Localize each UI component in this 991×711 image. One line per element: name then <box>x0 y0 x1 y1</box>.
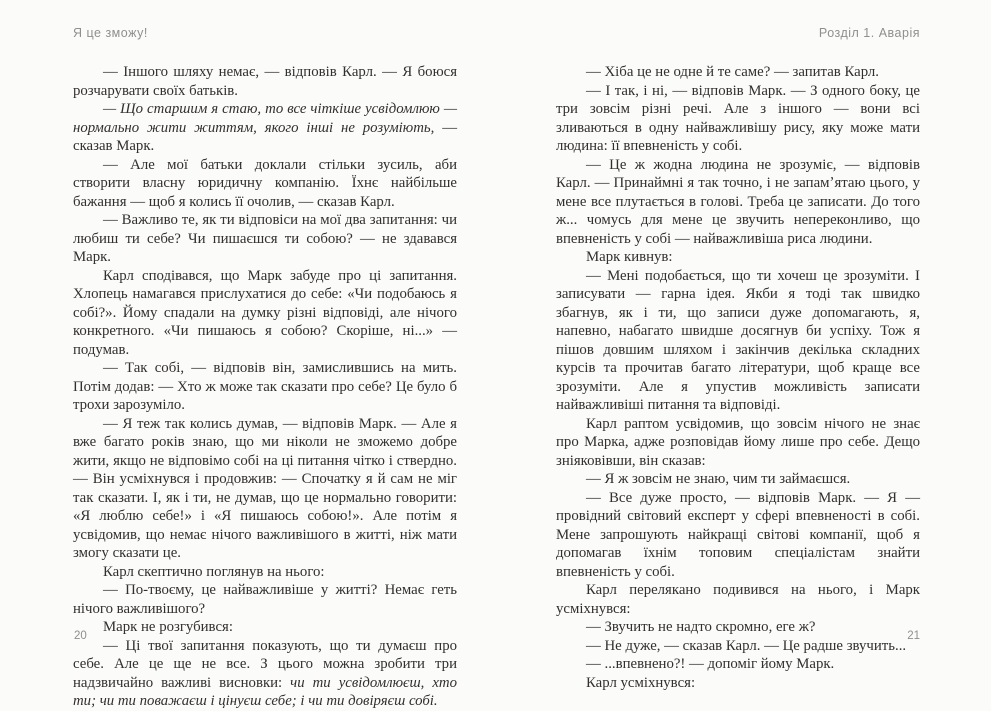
text-run: — По-твоєму, це найважливіше у житті? Немає геть нічого важливішого? <box>73 582 457 617</box>
paragraph <box>73 581 457 618</box>
text-run: — Я теж так колись думав, — відповів Марк. — Але я вже багато років знаю, що ми ніколи не зможемо добре жити, якщо не відповімо собі на ці питання чітко і ствердно. — Він усміхнувся і продовжив: — Спочатку я й сам не міг так сказати. І, як і ти, не думав, що це нормально говорити: «Я люблю себе!» і «Я пишаюсь собою!». Але потім я усвідомив, що немає нічого важливішого в житті, ніж мати змогу сказати це. <box>73 415 457 561</box>
paragraph <box>556 415 920 471</box>
page-number-left: 20 <box>74 630 87 642</box>
text-run: — Не дуже, — сказав Карл. — Це радше звучить... <box>586 637 907 654</box>
text-run: — Я ж зовсім не знаю, чим ти займаєшся. <box>586 471 851 487</box>
text-run: — Хіба це не одне й те саме? — запитав Карл. <box>586 64 879 80</box>
paragraph <box>556 637 920 656</box>
text-run: — Але мої батьки доклали стільки зусиль, аби створити власну юридичну компанію. Їхнє найбільше бажання — щоб я колись її очолив, — сказав Карл. <box>73 156 457 210</box>
paragraph <box>556 63 920 82</box>
text-run: — Звучить не надто скромно, еге ж? <box>586 619 816 635</box>
text-run: — Ці твої запитання показують, що ти думаєш про себе. Але це ще не все. З цього можна зробити три надзвичайно важливі висновки: <box>73 637 457 691</box>
text-run: — Важливо те, як ти відповіси на мої два запитання: чи любиш ти себе? Чи пишаєшся ти собою? — не здавався Марк. <box>73 212 457 265</box>
paragraph <box>73 415 457 563</box>
page-number-right: 21 <box>907 630 920 642</box>
page-right <box>556 0 920 691</box>
text-run: Карл раптом усвідомив, що зовсім нічого не знає про Марка, адже розповідав йому лише про себе. Дещо зніяковівши, він сказав: <box>556 415 920 469</box>
text-run: — ...впевнено?! — допоміг йому Марк. <box>586 656 835 672</box>
paragraph <box>73 637 457 711</box>
text-run: Карл усміхнувся: <box>586 674 696 691</box>
page-right-text-block <box>556 63 920 692</box>
paragraph <box>73 156 457 212</box>
paragraph <box>556 82 920 156</box>
page-left <box>73 0 458 709</box>
running-head-chapter-title: Розділ 1. Аварія <box>818 26 920 40</box>
paragraph <box>556 248 920 267</box>
text-run: — Мені подобається, що ти хочеш це зрозуміти. І записувати — гарна ідея. Якби я тоді так швидко збагнув, як і ти, що записи дуже допомагають, я, напевно, набагато швидше досягнув би успіху. Тож я пішов довшим шляхом і закінчив декілька складних курсів та прочитав багато літератури, щоб краще все зрозуміти. Але я упустив можливість записати найважливіші питання та відповіді. <box>556 267 920 413</box>
running-head-book-title: Я це зможу! <box>73 26 148 40</box>
paragraph <box>73 63 457 100</box>
text-run: — І так, і ні, — відповів Марк. — З одного боку, це три зовсім різні речі. Але з іншого — вони всі зливаються в одну найважливішу рису, яку може мати людина: її впевненість у собі. <box>556 82 920 154</box>
paragraph <box>73 267 457 360</box>
paragraph <box>73 211 457 267</box>
paragraph <box>556 618 920 637</box>
paragraph <box>73 100 457 156</box>
text-run: Марк не розгубився: <box>103 619 233 635</box>
text-run: Карл скептично поглянув на нього: <box>103 563 325 580</box>
text-run: Карл перелякано подивився на нього, і Марк усміхнувся: <box>556 582 920 617</box>
paragraph <box>556 655 920 674</box>
paragraph <box>73 618 457 637</box>
paragraph <box>556 581 920 618</box>
paragraph <box>556 267 920 415</box>
text-run: — Це ж жодна людина не зрозуміє, — відповів Карл. — Принаймні я так точно, і не запамʼятаю цього, у мене все плутається в голові. Треба це записати. До того ж... чомусь для мене це звучить непереконливо, що впевненість у собі — найважливіша риса людини. <box>556 156 920 247</box>
text-run: Карл сподівався, що Марк забуде про ці запитання. Хлопець намагався прислухатися до себе: «Чи подобаюсь я собі?». Йому спадали на думку різні відповіді, але нічого конкретного. «Чи пишаюсь я собою? Скоріше, ні...» — подумав. <box>73 267 457 358</box>
paragraph <box>556 470 920 489</box>
paragraph <box>73 359 457 415</box>
paragraph <box>556 489 920 582</box>
text-run: Марк кивнув: <box>586 249 673 265</box>
page-left-text-block <box>73 63 457 711</box>
text-run: — Так собі, — відповів він, замислившись на мить. Потім додав: — Хто ж може так сказати про себе? Це було б трохи зарозуміло. <box>73 360 457 413</box>
italic-text-run: — Що старшим я стаю, то все чіткіше усвідомлюю — нормально жити життям, якого інші не розуміють, <box>73 101 457 136</box>
text-run: — Все дуже просто, — відповів Марк. — Я — провідний світовий експерт у сфері впевненості в собі. Мене запрошують найкращі світові компанії, щоб я допомагав їхнім топовим спеціалістам знайти впевненість у собі. <box>556 489 920 580</box>
paragraph <box>556 156 920 249</box>
text-run: — сказав Марк. <box>73 119 458 154</box>
italic-text-run: чи ти усвідомлюєш, хто ти; чи ти поважаєш і цінуєш себе; і чи ти довіряєш собі. <box>73 674 457 709</box>
text-run: — Іншого шляху немає, — відповів Карл. — Я боюся розчарувати своїх батьків. <box>73 64 457 99</box>
paragraph <box>73 563 457 582</box>
